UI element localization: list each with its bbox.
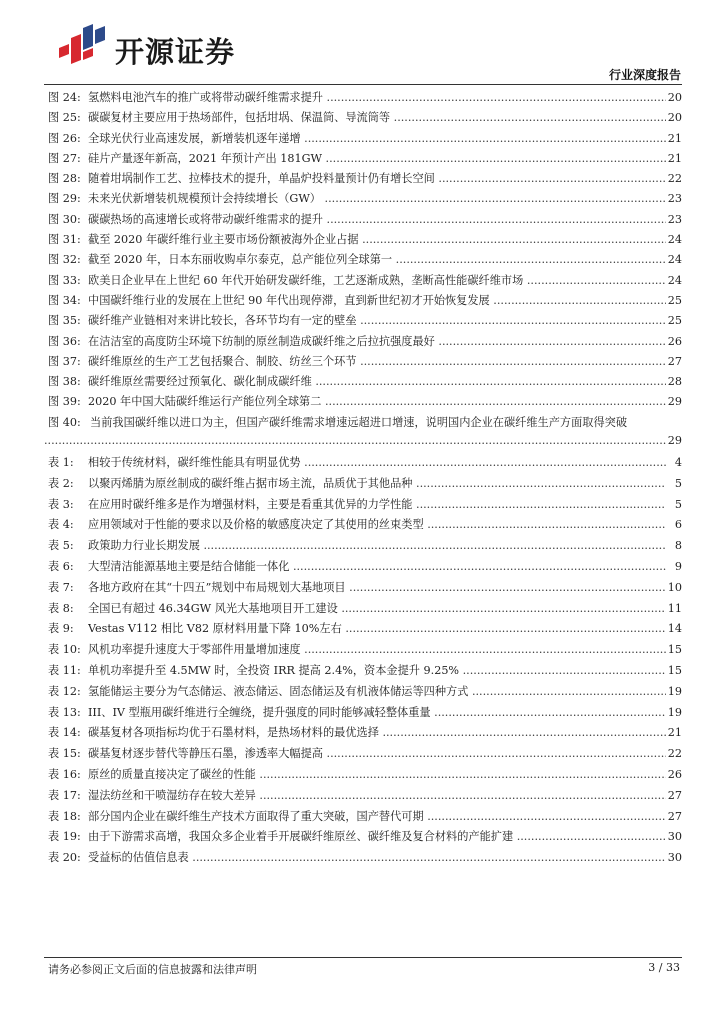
figure-page: 21 [666,129,682,149]
figure-entry[interactable] [44,108,682,128]
figure-entry[interactable] [44,210,682,230]
figure-page: 28 [666,372,682,392]
figure-page: 24 [666,271,682,291]
footer-divider [44,957,682,958]
table-entry[interactable] [44,557,682,578]
table-entry[interactable] [44,661,682,682]
figure-title: 欧美日企业早在上世纪 60 年代开始研发碳纤维，工艺逐渐成熟，垄断高性能碳纤维市场 ..... [88,271,666,291]
table-title: 各地方政府在其“十四五”规划中布局规划大基地项目 ..... [88,578,666,599]
figure-label: 图 32: [48,253,81,267]
table-entry[interactable] [44,703,682,724]
figure-label: 图 29: [48,192,81,206]
table-label: 表 1: [48,456,74,469]
figure-title: 碳纤维产业链相对来讲比较长，各环节均有一定的壁垒 ..... [88,311,666,331]
table-title: 全国已有超过 46.34GW 风光大基地项目开工建设 ..... [88,599,666,620]
figure-page: 25 [666,311,682,331]
table-entry[interactable] [44,807,682,828]
table-label: 表 7: [48,580,74,594]
table-list [44,453,682,869]
figure-entry[interactable] [44,189,682,209]
table-page: 6 [673,515,682,536]
table-entry[interactable] [44,765,682,786]
table-page: 26 [666,765,682,786]
table-title: Vestas V112 相比 V82 原材料用量下降 10%左右 ..... [88,619,666,640]
figure-entry[interactable] [44,149,682,169]
figure-title: 氢燃料电池汽车的推广或将带动碳纤维需求提升 ..... [88,88,666,108]
table-label: 表 15: [48,747,81,761]
table-label: 表 8: [48,601,74,615]
table-page: 11 [666,599,682,620]
figure-page: 23 [666,189,682,209]
figure-label: 图 28: [48,172,81,186]
table-label: 表 18: [48,809,81,823]
figure-entry[interactable] [44,413,682,451]
table-entry[interactable] [44,536,682,557]
figure-label: 图 38: [48,375,81,389]
figure-page: 24 [666,230,682,250]
table-title: 政策助力行业长期发展 ..... [88,536,666,557]
figure-page: 26 [666,332,682,352]
table-entry[interactable] [44,827,682,848]
brand-logo [55,20,285,70]
figure-label: 图 34: [48,293,81,307]
figure-title: 截至 2020 年，日本东丽收购卓尔泰克，总产能位列全球第一 ..... [88,250,666,270]
figure-title: 随着坩埚制作工艺、拉棒技术的提升，单晶炉投料量预计仍有增长空间 ..... [88,169,666,189]
table-title: 由于下游需求高增，我国众多企业着手开展碳纤维原丝、碳纤维及复合材料的产能扩建 ..... [88,827,666,848]
table-label: 表 5: [48,539,74,553]
table-entry[interactable] [44,619,682,640]
table-title: 碳基复材逐步替代等静压石墨，渗透率大幅提高 ..... [88,744,666,765]
figure-entry[interactable] [44,271,682,291]
figure-entry[interactable] [44,88,682,108]
figure-label: 图 30: [48,212,81,226]
table-title: 部分国内企业在碳纤维生产技术方面取得了重大突破，国产替代可期 ..... [88,807,666,828]
figure-title: 未来光伏新增装机规模预计会持续增长（GW） ..... [88,189,666,209]
figure-label: 图 26: [48,131,81,145]
figure-label: 图 33: [48,273,81,287]
table-page: 5 [673,474,682,495]
brand-name: 开源证券 [115,35,236,69]
figure-page: 29 [666,392,682,412]
figure-entry[interactable] [44,230,682,250]
report-type: 行业深度报告 [608,68,681,82]
table-title: 风机功率提升速度大于零部件用量增加速度 ..... [88,640,666,661]
table-label: 表 11: [48,663,81,677]
table-entry[interactable] [44,599,682,620]
figure-label: 图 27: [48,151,81,165]
figure-label: 图 40: [48,415,81,429]
table-label: 表 10: [48,643,81,657]
figure-entry[interactable] [44,129,682,149]
table-entry[interactable] [44,723,682,744]
figure-page: 29 [666,431,682,451]
table-entry[interactable] [44,786,682,807]
table-page: 14 [666,619,682,640]
table-page: 19 [666,682,682,703]
table-entry[interactable] [44,474,682,495]
figure-entry[interactable] [44,372,682,392]
table-page: 27 [666,807,682,828]
table-label: 表 17: [48,788,81,802]
figure-label: 图 25: [48,111,81,125]
figure-label: 图 39: [48,395,81,409]
table-title: 受益标的估值信息表 ..... [88,848,666,869]
table-page: 30 [666,848,682,869]
figure-page: 27 [666,352,682,372]
figure-title: 2020 年中国大陆碳纤维运行产能位列全球第二 ..... [88,392,666,412]
table-title: 碳基复材各项指标均优于石墨材料，是热场材料的最优选择 ..... [88,723,666,744]
figure-entry[interactable] [44,352,682,372]
table-entry[interactable] [44,848,682,869]
figure-page: 20 [666,88,682,108]
figure-title: 中国碳纤维行业的发展在上世纪 90 年代出现停滞，直到新世纪初才开始恢复发展 ..... [88,291,666,311]
figure-entry[interactable] [44,311,682,331]
leader-dots [44,431,666,451]
table-title: 在应用时碳纤维多是作为增强材料，主要是看重其优异的力学性能 ..... [88,495,666,516]
figure-title: 碳碳热场的高速增长或将带动碳纤维需求的提升 ..... [88,210,666,230]
figure-title: 碳纤维原丝的生产工艺包括聚合、制胶、纺丝三个环节 ..... [88,352,666,372]
table-label: 表 20: [48,851,81,865]
figure-page: 25 [666,291,682,311]
table-title: 氢能储运主要分为气态储运、液态储运、固态储运及有机液体储运等四种方式 ..... [88,682,666,703]
figure-page: 24 [666,250,682,270]
table-page: 27 [666,786,682,807]
figure-entry[interactable] [44,392,682,412]
table-entry[interactable] [44,453,682,474]
figure-page: 23 [666,210,682,230]
table-label: 表 6: [48,559,74,573]
table-title: 湿法纺丝和干喷湿纺存在较大差异 ..... [88,786,666,807]
figure-entry[interactable] [44,291,682,311]
figure-entry[interactable] [44,332,682,352]
figure-label: 图 31: [48,233,81,247]
figure-title: 当前我国碳纤维以进口为主，但国产碳纤维需求增速远超进口增速，说明国内企业在碳纤维生产方面取得突破 [90,415,628,429]
figure-title: 硅片产量逐年新高，2021 年预计产出 181GW ..... [88,149,666,169]
table-label: 表 16: [48,767,81,781]
table-label: 表 3: [48,497,74,511]
table-title: 应用领域对于性能的要求以及价格的敏感度决定了其使用的丝束类型 ..... [88,515,666,536]
table-page: 21 [666,723,682,744]
table-label: 表 2: [48,476,74,490]
figure-label: 图 36: [48,334,81,348]
figure-page: 20 [666,108,682,128]
table-title: 原丝的质量直接决定了碳丝的性能 ..... [88,765,666,786]
table-entry[interactable] [44,495,682,516]
table-label: 表 12: [48,684,81,698]
table-page: 19 [666,703,682,724]
figure-label: 图 24: [48,91,81,104]
table-page: 8 [673,536,682,557]
figure-label: 图 37: [48,354,81,368]
figure-title: 碳纤维原丝需要经过预氧化、碳化制成碳纤维 ..... [88,372,666,392]
table-page: 30 [666,827,682,848]
table-page: 10 [666,578,682,599]
table-entry[interactable] [44,640,682,661]
table-label: 表 13: [48,705,81,719]
kaiyuan-logo-icon [55,20,111,70]
table-title: 相较于传统材料，碳纤维性能具有明显优势 ..... [88,453,666,474]
table-page: 5 [673,495,682,516]
figure-title: 截至 2020 年碳纤维行业主要市场份额被海外企业占据 ..... [88,230,666,250]
figure-title: 在洁洁室的高度防尘环境下纺制的原丝制造成碳纤维之后拉抗强度最好 ..... [88,332,666,352]
table-title: III、IV 型瓶用碳纤维进行全缠绕，提升强度的同时能够减轻整体重量 ..... [88,703,666,724]
table-page: 15 [666,661,682,682]
table-entry[interactable] [44,682,682,703]
table-page: 9 [673,557,682,578]
header-divider [44,84,682,85]
figure-page: 22 [666,169,682,189]
table-title: 单机功率提升至 4.5MW 时，全投资 IRR 提高 2.4%，资本金提升 9.25% ..... [88,661,666,682]
table-page: 22 [666,744,682,765]
figure-entry[interactable] [44,169,682,189]
figure-list [44,88,682,451]
table-title: 大型清洁能源基地主要是结合储能一体化 ..... [88,557,666,578]
table-entry[interactable] [44,578,682,599]
table-label: 表 19: [48,830,81,844]
page-number: 3 / 33 [648,961,680,974]
figure-title: 碳碳复材主要应用于热场部件，包括坩埚、保温筒、导流筒等 ..... [88,108,666,128]
table-label: 表 9: [48,622,74,636]
table-label: 表 14: [48,726,81,740]
table-page: 4 [673,453,682,474]
table-page: 15 [666,640,682,661]
figure-entry[interactable] [44,250,682,270]
disclaimer-note: 请务必参阅正文后面的信息披露和法律声明 [48,963,257,976]
table-label: 表 4: [48,518,74,532]
figure-label: 图 35: [48,314,81,328]
table-entry[interactable] [44,515,682,536]
figure-title: 全球光伏行业高速发展，新增装机逐年递增 ..... [88,129,666,149]
figure-page: 21 [666,149,682,169]
table-entry[interactable] [44,744,682,765]
table-title: 以聚丙烯腈为原丝制成的碳纤维占据市场主流，品质优于其他品种 ..... [88,474,666,495]
